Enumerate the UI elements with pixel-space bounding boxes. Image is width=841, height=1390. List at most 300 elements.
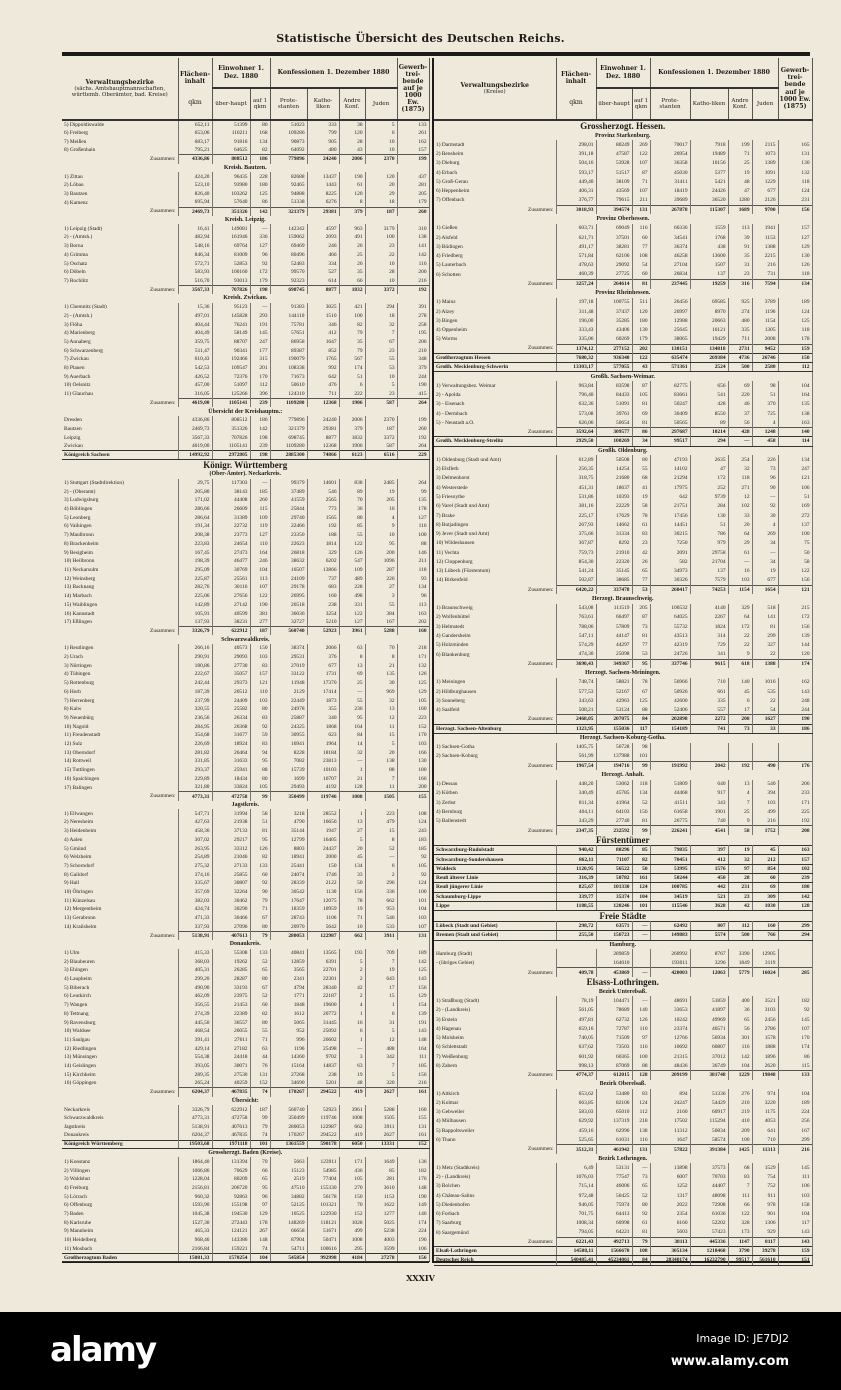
cell-trade: 157 (778, 855, 812, 864)
cell-pop-density: 52 (632, 798, 650, 807)
cell-other: 122 (728, 1210, 752, 1219)
cell-catholics: 18184 (307, 748, 339, 757)
cell-pop-density: 107 (632, 187, 650, 196)
cell-name: Provinz Starkenburg. (434, 131, 812, 140)
cell-pop-total: 14254 (596, 465, 632, 474)
cell-name: 12) Mergentheim (62, 905, 178, 914)
cell-jews: 499 (752, 807, 778, 816)
cell-trade: 206 (778, 780, 812, 789)
cell-catholics: 1130 (307, 888, 339, 897)
cell-pop-density: 103 (250, 653, 270, 662)
cell-name: 2) Urach (62, 653, 178, 662)
cell-area: 286,66 (178, 505, 212, 514)
cell-area: 368,03 (178, 957, 212, 966)
cell-name: 3) Borna (62, 242, 178, 251)
cell-protestants: 82775 (650, 381, 690, 390)
cell-trade: 143 (397, 1027, 429, 1036)
cell-area: 298,72 (556, 922, 596, 931)
cell-other: 1 (339, 809, 365, 818)
cell-pop-density: 110 (632, 1024, 650, 1033)
cell-pop-total: 27133 (212, 862, 250, 871)
cell-area: 337,93 (178, 922, 212, 931)
table-row (62, 740, 429, 749)
cell-name: 6) Forbach (434, 1210, 556, 1219)
cell-name: 9) Mannheim (62, 1227, 178, 1236)
table-row (62, 949, 429, 958)
cell-area: 331,85 (178, 757, 212, 766)
cell-trade: 243 (397, 827, 429, 836)
header-district-title: Verwaltungsbezirke (460, 81, 529, 89)
cell-catholics: 4597 (307, 224, 339, 233)
cell-trade: 216 (397, 1079, 429, 1088)
cell-area: 482,94 (178, 233, 212, 242)
cell-pop-density: 74 (250, 1131, 270, 1140)
cell-area: 583,03 (556, 1108, 596, 1117)
cell-trade (778, 743, 812, 752)
table-row (434, 604, 812, 613)
cell-name: Zusammen: (434, 1071, 556, 1080)
table-row (434, 233, 812, 242)
header-district (434, 58, 556, 120)
cell-jews: 29 (365, 190, 397, 199)
cell-pop-total: 35374 (596, 892, 632, 901)
cell-protestants: 61658 (650, 807, 690, 816)
cell-catholics: 294 (690, 437, 728, 446)
cell-other: 118 (728, 474, 752, 483)
table-row (434, 316, 812, 325)
cell-trade: 162 (397, 137, 429, 146)
cell-area: 429,14 (178, 1044, 212, 1053)
total-row (434, 437, 812, 446)
table-row (62, 277, 429, 286)
cell-jews: 561610 (752, 1256, 778, 1265)
table-row (434, 996, 812, 1005)
cell-pop-total: 73503 (596, 1043, 632, 1052)
table-row (62, 853, 429, 862)
table-row (62, 198, 429, 207)
cell-pop-total: 164010 (596, 959, 632, 968)
cell-name: Herzogt. Anhalt. (434, 770, 812, 779)
cell-jews: 2 (365, 870, 397, 879)
cell-pop-density: 134 (632, 789, 650, 798)
cell-pop-total: 29092 (596, 261, 632, 270)
cell-catholics: 41897 (690, 1006, 728, 1015)
cell-other: 55 (339, 531, 365, 540)
cell-other: 419 (339, 1088, 365, 1097)
cell-pop-density: 80 (250, 975, 270, 984)
cell-area: 460,39 (556, 270, 596, 279)
cell-name: 6) Heppenheim (434, 187, 556, 196)
cell-pop-total: 27473 (212, 548, 250, 557)
cell-name: 6) Freiberg (62, 129, 178, 138)
cell-name: 8) Saargemünd (434, 1228, 556, 1237)
cell-pop-density: 100 (632, 1052, 650, 1061)
cell-pop-total: 29093 (212, 653, 250, 662)
cell-name: 16) Kannstadt (62, 609, 178, 618)
cell-pop-density: 52 (632, 1191, 650, 1200)
cell-catholics: 21704 (690, 557, 728, 566)
cell-jews: 19 (365, 966, 397, 975)
cell-pop-total: 18637 (596, 483, 632, 492)
cell-name: 5) Rottenburg (62, 679, 178, 688)
cell-pop-total: 124121 (212, 1227, 250, 1236)
cell-protestants: 37489 (270, 487, 307, 496)
cell-jews: 309 (752, 892, 778, 901)
table-row (62, 1018, 429, 1027)
cell-pop-density: 186 (250, 416, 270, 425)
cell-name: 3) Bolchen (434, 1182, 556, 1191)
cell-jews: 299 (752, 631, 778, 640)
cell-pop-total: 44147 (596, 631, 632, 640)
cell-area: 6,49 (556, 1163, 596, 1172)
cell-catholics: 3025 (307, 303, 339, 312)
cell-pop-density: 67 (250, 983, 270, 992)
cell-name: 8) Großenhain (62, 146, 178, 155)
cell-other: — (339, 688, 365, 697)
cell-area: 542,53 (178, 364, 212, 373)
cell-catholics: 729 (690, 641, 728, 650)
table-row (434, 1033, 812, 1042)
cell-jews: 27278 (365, 1253, 397, 1262)
cell-catholics: 29381 (307, 207, 339, 216)
cell-trade: 86 (778, 1052, 812, 1061)
section-heading (434, 1154, 812, 1163)
cell-jews: 160 (752, 922, 778, 931)
cell-pop-total: 79615 (596, 196, 632, 205)
cell-name: Zusammen: (434, 715, 556, 724)
cell-area: 448,20 (556, 780, 596, 789)
cell-other: 1229 (728, 1071, 752, 1080)
cell-name: 3) Bingen (434, 316, 556, 325)
cell-pop-density: 80 (250, 922, 270, 931)
cell-name: 16) Göppingen (62, 1079, 178, 1088)
cell-trade: 159 (778, 344, 812, 353)
cell-pop-density: — (632, 996, 650, 1005)
cell-protestants: 71673 (270, 372, 307, 381)
cell-catholics: 2272 (690, 715, 728, 724)
cell-area: 225,06 (178, 592, 212, 601)
cell-other: 39 (728, 233, 752, 242)
cell-catholics: 22701 (307, 966, 339, 975)
cell-pop-density: 247 (250, 338, 270, 347)
cell-pop-total: 91816 (212, 137, 250, 146)
cell-catholics: 119746 (307, 1114, 339, 1123)
cell-jews: 7 (365, 329, 397, 338)
cell-trade: 99 (397, 487, 429, 496)
cell-jews: 205 (365, 496, 397, 505)
cell-pop-density: 78 (632, 511, 650, 520)
header-pop-total: über-haupt (596, 88, 632, 120)
cell-area: 561,99 (556, 752, 596, 761)
cell-other: 71 (339, 914, 365, 923)
cell-trade: 160 (397, 627, 429, 636)
cell-jews: 13331 (365, 1140, 397, 1149)
cell-area: 197,18 (556, 298, 596, 307)
cell-protestants: 280053 (270, 931, 307, 940)
cell-name: Schwarzburg-Rudolstadt (434, 846, 556, 855)
cell-catholics: 54429 (690, 1098, 728, 1107)
cell-catholics: 5642 (307, 922, 339, 931)
cell-area: 508,21 (556, 705, 596, 714)
cell-jews: 120 (365, 172, 397, 181)
table-row (434, 1024, 812, 1033)
subtotal-row (434, 761, 812, 770)
cell-pop-total: 103262 (212, 190, 250, 199)
cell-pop-total: 407613 (212, 1123, 250, 1132)
cell-protestants: 75781 (270, 320, 307, 329)
cell-pop-total: 492713 (596, 1237, 632, 1246)
table-row (434, 1006, 812, 1015)
cell-jews: 1016 (752, 678, 778, 687)
cell-area: 290,91 (178, 653, 212, 662)
cell-catholics: 24240 (307, 416, 339, 425)
cell-protestants: 52483 (270, 259, 307, 268)
cell-catholics: 36749 (690, 1061, 728, 1070)
cell-trade: 111 (778, 1172, 812, 1181)
cell-area: 854,30 (556, 557, 596, 566)
cell-jews: 7594 (752, 279, 778, 288)
cell-other: 91 (728, 242, 752, 251)
header-pop-density: auf 1 qkm (632, 88, 650, 120)
cell-pop-density: 65 (250, 966, 270, 975)
cell-trade: 260 (397, 207, 429, 216)
cell-trade (778, 949, 812, 958)
cell-pop-total: 207075 (596, 715, 632, 724)
total-row (434, 353, 812, 362)
cell-name: 3) Waldshut (62, 1175, 178, 1184)
cell-name: 2) - (Landkreis) (434, 1172, 556, 1181)
cell-catholics: 137 (690, 270, 728, 279)
cell-catholics: 333 (307, 120, 339, 129)
cell-area: 3326,79 (178, 627, 212, 636)
cell-trade: 133 (397, 120, 429, 129)
cell-protestants: 90873 (270, 137, 307, 146)
cell-name: 10) Wildeshausen (434, 539, 556, 548)
cell-pop-total: 90341 (212, 346, 250, 355)
cell-jews: 488 (365, 1044, 397, 1053)
table-row (62, 1201, 429, 1210)
cell-jews: 226 (365, 574, 397, 583)
cell-pop-total: 40599 (212, 609, 250, 618)
cell-pop-density: 116 (632, 1043, 650, 1052)
cell-trade: 58 (778, 557, 812, 566)
cell-other: 428 (728, 428, 752, 437)
cell-area: 653,06 (178, 129, 212, 138)
cell-pop-total: 159221 (212, 1245, 250, 1254)
cell-pop-total: 27096 (212, 922, 250, 931)
cell-protestants: 1647 (650, 1135, 690, 1144)
cell-other: 9 (728, 817, 752, 826)
cell-trade: 189 (778, 1098, 812, 1107)
cell-protestants: 41511 (650, 798, 690, 807)
table-row (62, 172, 429, 181)
subtotal-row (62, 792, 429, 801)
cell-catholics: 50471 (307, 1236, 339, 1245)
cell-trade: 160 (397, 1105, 429, 1114)
table-row (62, 1245, 429, 1254)
cell-trade: 124 (397, 818, 429, 827)
cell-pop-density: 81 (632, 418, 650, 427)
cell-name: 1) Darmstadt (434, 140, 556, 149)
cell-area: 458,36 (178, 827, 212, 836)
table-row (62, 355, 429, 364)
table-row (434, 789, 812, 798)
cell-name: 11) Glauchau (62, 390, 178, 399)
section-heading (434, 668, 812, 677)
cell-area: 415,33 (178, 949, 212, 958)
cell-trade: 104 (778, 1210, 812, 1219)
cell-protestants: 22449 (270, 696, 307, 705)
cell-pop-density: 511 (632, 298, 650, 307)
cell-jews: 12 (365, 1036, 397, 1045)
cell-pop-density: 69 (632, 409, 650, 418)
cell-catholics: 58574 (690, 1135, 728, 1144)
cell-trade: 178 (397, 505, 429, 514)
cell-pop-total: 35145 (596, 566, 632, 575)
cell-trade: 122 (778, 566, 812, 575)
header-area (178, 58, 212, 120)
cell-other: 35 (728, 251, 752, 260)
cell-trade: 138 (397, 233, 429, 242)
cell-other: 65 (728, 1015, 752, 1024)
subtotal-row (62, 1088, 429, 1097)
cell-catholics: 12368 (307, 442, 339, 451)
subtotal-row (434, 205, 812, 214)
subtotal-row (434, 659, 812, 668)
cell-catholics: 5574 (690, 931, 728, 940)
cell-protestants: 50247 (650, 400, 690, 409)
cell-other: 301 (728, 1033, 752, 1042)
cell-other: 2731 (728, 344, 752, 353)
cell-pop-density: 86 (632, 428, 650, 437)
cell-pop-total: 37133 (212, 827, 250, 836)
cell-trade: 159 (778, 1247, 812, 1256)
cell-area: 289,35 (178, 1070, 212, 1079)
cell-jews: 10 (365, 146, 397, 155)
cell-area: 449,40 (556, 177, 596, 186)
table-row (62, 1210, 429, 1219)
cell-other: 254 (728, 455, 752, 464)
cell-area: 1864,40 (178, 1157, 212, 1166)
cell-area: 571,84 (556, 251, 596, 260)
cell-area: 1593,90 (178, 1201, 212, 1210)
cell-protestants: 25844 (270, 505, 307, 514)
cell-pop-density: 82 (250, 146, 270, 155)
cell-pop-total: 53062 (596, 780, 632, 789)
cell-jews: 19848 (752, 1071, 778, 1080)
cell-protestants: 41559 (270, 496, 307, 505)
cell-pop-density: 190 (250, 600, 270, 609)
cell-pop-total: 26334 (212, 714, 250, 723)
cell-catholics: 412 (307, 329, 339, 338)
cell-name: 11) Künzelsau (62, 896, 178, 905)
cell-trade: 130 (778, 251, 812, 260)
cell-pop-density: 104 (250, 566, 270, 575)
cell-catholics: 52923 (307, 1105, 339, 1114)
cell-area: 404,44 (178, 320, 212, 329)
cell-area: 295,09 (178, 566, 212, 575)
cell-area: 2156,81 (178, 1184, 212, 1193)
cell-protestants: 54711 (270, 1245, 307, 1254)
cell-pop-total: 472758 (212, 792, 250, 801)
cell-pop-total: 43406 (596, 326, 632, 335)
cell-protestants: 48436 (650, 1061, 690, 1070)
cell-name: 8) Gaildorf (62, 870, 178, 879)
table-row (434, 224, 812, 233)
cell-protestants: 193011 (650, 959, 690, 968)
cell-protestants: 17502 (650, 1117, 690, 1126)
cell-protestants: 87904 (270, 1236, 307, 1245)
cell-other: 66 (339, 277, 365, 286)
cell-pop-total: 38281 (596, 242, 632, 251)
cell-jews: 13 (365, 705, 397, 714)
cell-pop-total: 25561 (212, 574, 250, 583)
cell-pop-density: 108 (632, 251, 650, 260)
table-row (62, 390, 429, 399)
cell-catholics: 8970 (690, 307, 728, 316)
cell-pop-density: 117 (632, 724, 650, 733)
cell-other: 199 (728, 140, 752, 149)
cell-name: Schwarzwaldkreis (62, 1114, 178, 1123)
cell-other: 70 (339, 496, 365, 505)
cell-jews: 6 (365, 129, 397, 138)
cell-trade: 182 (778, 996, 812, 1005)
cell-pop-density: 161 (632, 873, 650, 882)
cell-pop-total: 808512 (212, 155, 250, 164)
cell-pop-density: 60 (250, 1001, 270, 1010)
cell-trade: 131 (397, 1123, 429, 1132)
cell-pop-total: 50782 (596, 873, 632, 882)
cell-trade: 128 (778, 901, 812, 910)
cell-other: 120 (339, 190, 365, 199)
cell-catholics: 137 (690, 566, 728, 575)
cell-pop-total: 22732 (212, 522, 250, 531)
cell-trade: 154 (397, 1001, 429, 1010)
cell-name: Grossherzgt. Baden (Kreise). (62, 1149, 429, 1158)
cell-trade: 88 (397, 540, 429, 549)
cell-pop-total: 40259 (212, 1079, 250, 1088)
cell-area: 3018,93 (556, 205, 596, 214)
table-row (434, 187, 812, 196)
cell-protestants: 1771 (270, 992, 307, 1001)
cell-pop-density: 101 (632, 901, 650, 910)
cell-pop-total: 60269 (596, 335, 632, 344)
cell-pop-total: 27142 (212, 600, 250, 609)
cell-catholics: 521 (690, 892, 728, 901)
cell-name: 6) Thann (434, 1135, 556, 1144)
cell-catholics: 8877 (307, 285, 339, 294)
cell-pop-total: 51097 (212, 381, 250, 390)
section-heading (434, 1080, 812, 1089)
cell-area: 960,32 (178, 1192, 212, 1201)
cell-area: 333,43 (556, 326, 596, 335)
cell-name: 6) Blankenburg (434, 650, 556, 659)
cell-area: 794,05 (556, 1228, 596, 1237)
cell-pop-density: 77 (632, 242, 650, 251)
cell-name: 5) Biberach (62, 983, 178, 992)
cell-other: 122 (339, 540, 365, 549)
cell-catholics: 1746 (307, 870, 339, 879)
cell-jews: 15 (365, 731, 397, 740)
cell-pop-total: 131394 (212, 1157, 250, 1166)
cell-jews: 90 (752, 483, 778, 492)
cell-trade: 145 (778, 1163, 812, 1172)
cell-pop-total: 51399 (212, 120, 250, 129)
cell-other: 45 (728, 687, 752, 696)
cell-jews: 752 (752, 1182, 778, 1191)
cell-protestants: 4790 (270, 818, 307, 827)
table-row (62, 1027, 429, 1036)
